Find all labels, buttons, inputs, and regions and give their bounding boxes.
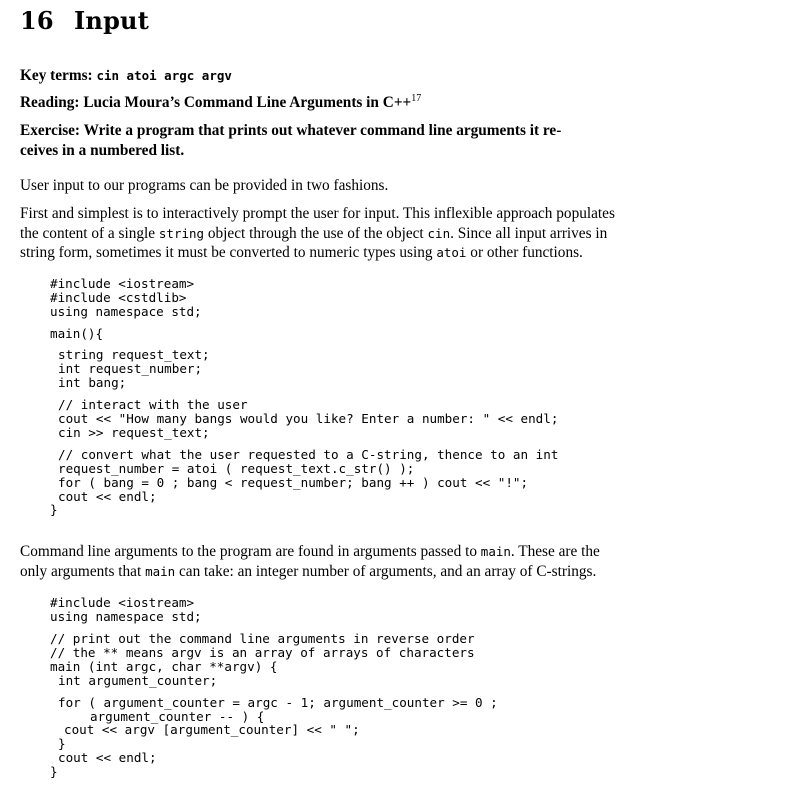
code1-main: main(){ xyxy=(50,326,104,341)
code2-for-loop: for ( argument_counter = argc - 1; argument_counter >= 0 ; xyxy=(58,695,498,710)
code-main: main xyxy=(480,544,511,559)
key-terms-line xyxy=(20,66,232,86)
section-heading xyxy=(20,6,149,35)
code2-close-brace: } xyxy=(50,764,58,779)
para2-line3: string form, sometimes it must be converted to numeric types using atoi or other functions. xyxy=(20,244,583,261)
code1-close-brace: } xyxy=(50,502,58,517)
code1-conversion: // convert what the user requested to a C-string, thence to an int request_number = atoi ( request_text.c_str() ); for ( bang = 0 ; bang < request_number; bang ++ ) cout << "!"; cout << endl; xyxy=(58,447,559,504)
exercise-label: Exercise: xyxy=(20,122,81,139)
para3-line2: only arguments that main can take: an integer number of arguments, and an array of C-strings. xyxy=(20,562,597,580)
code-string: string xyxy=(158,225,205,241)
paragraph-3 xyxy=(20,542,736,581)
code2-declaration: int argument_counter; xyxy=(58,673,218,688)
code1-interaction: // interact with the user cout << "How many bangs would you like? Enter a number: " << endl; cin >> request_text; xyxy=(58,397,559,440)
code-cin: cin xyxy=(427,225,451,241)
section-number: 16 xyxy=(20,6,54,35)
para2-line2: the content of a single string object through the use of the object cin. Since all input arrives in xyxy=(20,224,608,242)
key-terms-list: cin atoi argc argv xyxy=(96,68,232,83)
code2-comments: // print out the command line arguments in reverse order // the ** means argv is an array of arrays of characters main (int argc, char **argv) { xyxy=(50,631,475,674)
key-terms-label: Key terms: xyxy=(20,67,93,84)
footnote-marker: 17 xyxy=(411,92,422,104)
reading-line xyxy=(20,93,421,113)
code-atoi: atoi xyxy=(436,245,467,260)
paragraph-2 xyxy=(20,204,736,263)
reading-text: Lucia Moura’s Command Line Arguments in C++ xyxy=(83,94,412,111)
paragraph-1: User input to our programs can be provided in two fashions. xyxy=(20,177,389,194)
section-title: Input xyxy=(74,6,149,35)
code1-declarations: string request_text; int request_number; int bang; xyxy=(58,347,210,390)
code-main-2: main xyxy=(145,563,176,579)
para3-line1: Command line arguments to the program are found in arguments passed to main. These are the xyxy=(20,543,600,560)
code2-loop-body: cout << argv [argument_counter] << " "; xyxy=(64,722,360,737)
para2-line1: First and simplest is to interactively prompt the user for input. This inflexible approach populates xyxy=(20,205,615,222)
exercise-block xyxy=(20,121,736,161)
exercise-text-cont: ceives in a numbered list. xyxy=(20,142,185,159)
reading-label: Reading: xyxy=(20,94,80,111)
exercise-text: Write a program that prints out whatever command line arguments it re- xyxy=(83,122,562,139)
code2-includes: #include <iostream> using namespace std; xyxy=(50,595,202,624)
code2-for-loop-cont: argument_counter -- ) { xyxy=(90,709,265,724)
code1-includes: #include <iostream> #include <cstdlib> using namespace std; xyxy=(50,276,202,319)
code2-loop-close: } cout << endl; xyxy=(58,736,157,765)
